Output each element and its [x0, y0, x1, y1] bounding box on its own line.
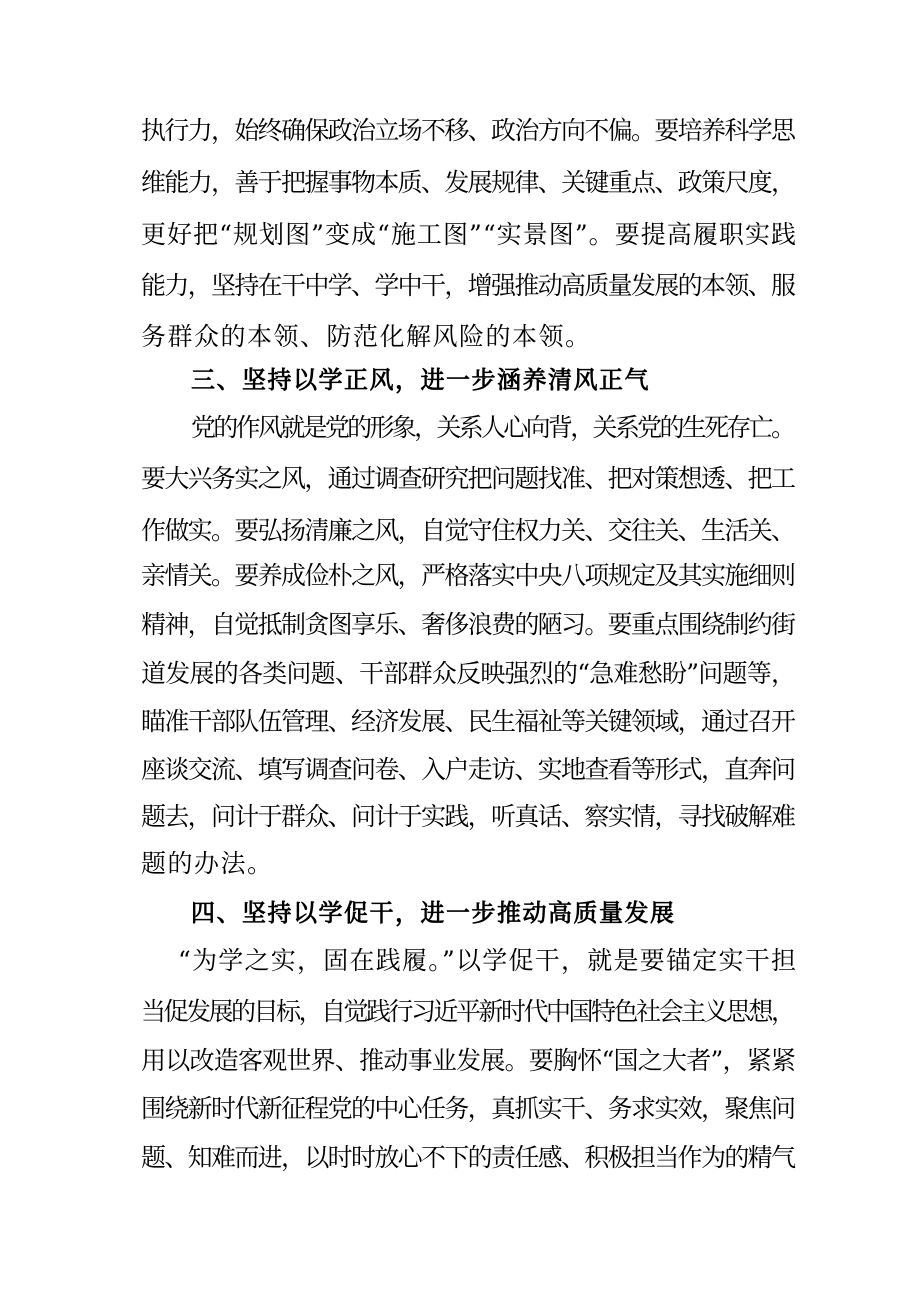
body-line: 瞄准干部队伍管理、经济发展、民生福祉等关键领域，通过召开 [141, 707, 795, 736]
body-line: 执行力，始终确保政治立场不移、政治方向不偏。要培养科学思 [141, 116, 795, 145]
body-line: 围绕新时代新征程党的中心任务，真抓实干、务求实效，聚焦问 [141, 1094, 795, 1123]
section-heading-3: 三、坚持以学正风，进一步涵养清风正气 [191, 366, 650, 394]
body-line: “为学之实，固在践履。”以学促干，就是要锚定实干担 [178, 946, 798, 975]
section-heading-4: 四、坚持以学促干，进一步推动高质量发展 [191, 899, 676, 927]
body-line: 题的办法。 [141, 849, 274, 878]
body-line: 务群众的本领、防范化解风险的本领。 [141, 322, 592, 351]
body-line: 作做实。要弘扬清廉之风，自觉守住权力关、交往关、生活关、 [141, 516, 795, 545]
body-line: 精神，自觉抵制贪图享乐、奢侈浪费的陋习。要重点围绕制约街 [141, 610, 795, 639]
body-line: 道发展的各类问题、干部群众反映强烈的“急难愁盼”问题等， [141, 659, 796, 688]
body-line: 座谈交流、填写调查问卷、入户走访、实地查看等形式，直奔问 [141, 755, 795, 784]
body-line: 能力，坚持在干中学、学中干，增强推动高质量发展的本领、服 [141, 271, 795, 300]
body-line: 党的作风就是党的形象，关系人心向背，关系党的生死存亡。 [191, 413, 794, 442]
body-line: 题去，问计于群众、问计于实践，听真话、察实情，寻找破解难 [141, 802, 795, 831]
body-line: 更好把“规划图”变成“施工图”“实景图”。要提高履职实践 [141, 220, 798, 249]
body-line: 亲情关。要养成俭朴之风，严格落实中央八项规定及其实施细则 [141, 561, 795, 590]
body-line: 题、知难而进，以时时放心不下的责任感、积极担当作为的精气 [141, 1143, 795, 1172]
body-line: 用以改造客观世界、推动事业发展。要胸怀“国之大者”，紧紧 [141, 1046, 796, 1075]
body-line: 维能力，善于把握事物本质、发展规律、关键重点、政策尺度， [141, 168, 795, 197]
body-line: 当促发展的目标，自觉践行习近平新时代中国特色社会主义思想， [141, 997, 794, 1026]
body-line: 要大兴务实之风，通过调查研究把问题找准、把对策想透、把工 [141, 464, 795, 493]
